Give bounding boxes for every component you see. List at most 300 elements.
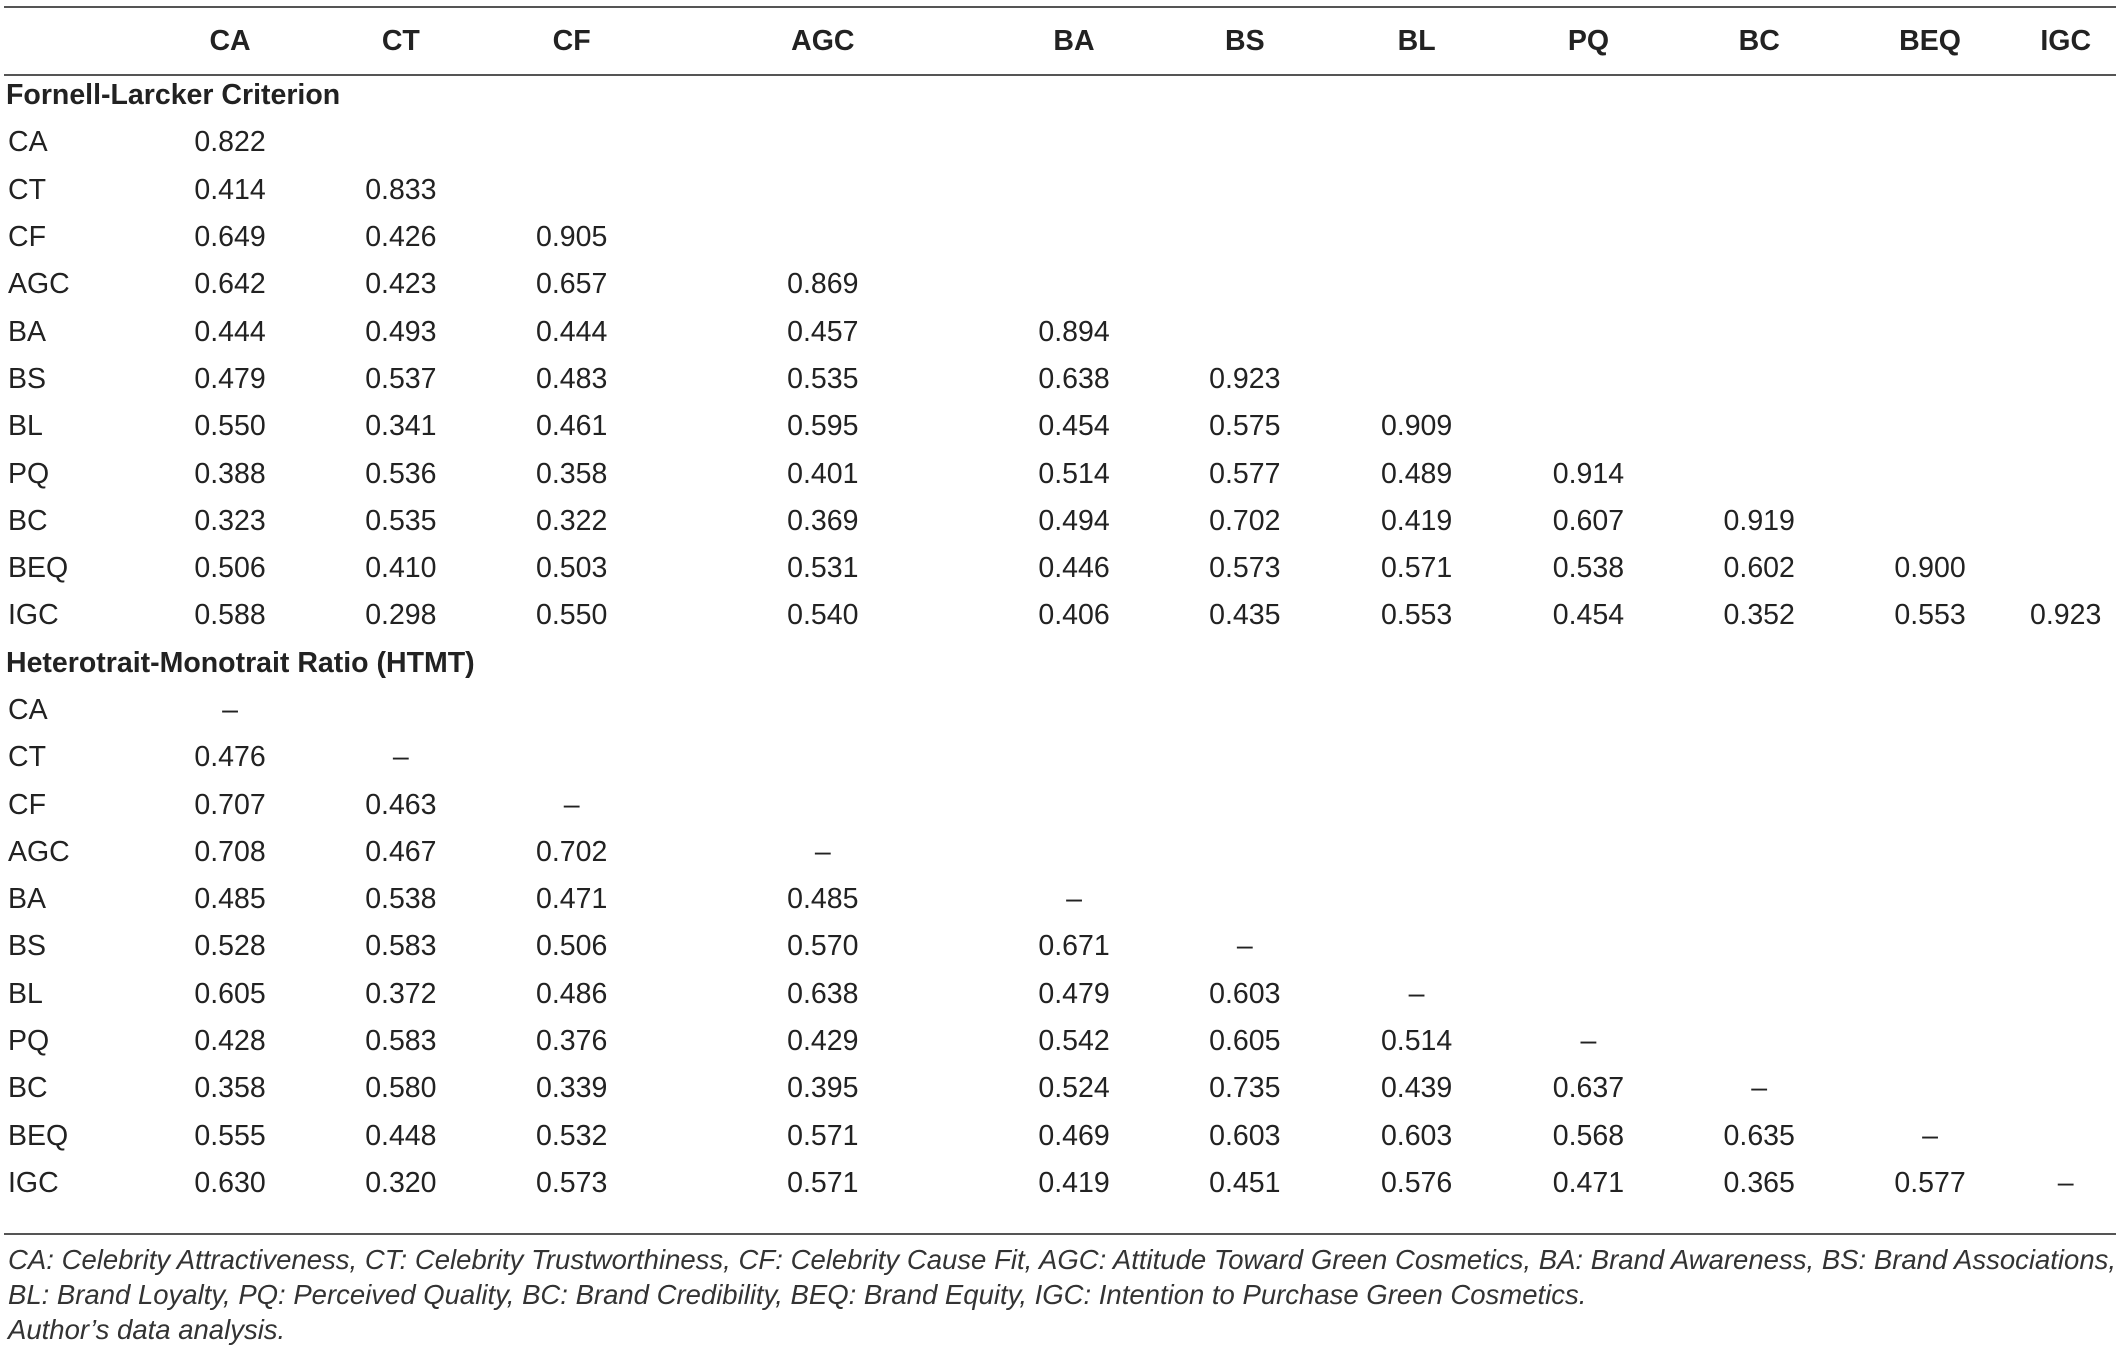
table-cell — [2015, 167, 2116, 214]
table-cell — [1330, 923, 1503, 970]
header-row — [4, 10, 2116, 72]
table-cell: 0.494 — [1038, 504, 1110, 537]
table-cell: 0.323 — [194, 504, 266, 537]
table-cell — [989, 687, 1160, 734]
column-header: AGC — [791, 24, 855, 57]
table-cell — [2015, 261, 2116, 308]
column-header: BC — [1738, 24, 1780, 57]
table-row — [4, 1065, 2116, 1112]
table-row — [4, 1160, 2116, 1207]
table-cell: 0.376 — [535, 1025, 608, 1058]
table-cell — [657, 214, 989, 261]
table-cell: 0.570 — [787, 930, 859, 963]
table-cell: 0.454 — [1552, 599, 1625, 632]
table-cell: 0.538 — [365, 883, 437, 916]
table-cell: 0.550 — [535, 599, 608, 632]
table-cell — [1674, 734, 1845, 781]
table-cell: 0.444 — [194, 315, 266, 348]
table-row — [4, 498, 2116, 545]
section-header-row — [4, 640, 2116, 687]
table-cell — [1845, 687, 2016, 734]
table-cell — [1330, 356, 1503, 403]
table-cell — [1159, 829, 1330, 876]
table-cell — [1503, 829, 1674, 876]
table-cell — [2015, 781, 2116, 828]
table-row — [4, 119, 2116, 166]
table-row — [4, 167, 2116, 214]
table-cell — [1503, 308, 1674, 355]
bottom-rule — [4, 1233, 2116, 1235]
table-cell — [1330, 734, 1503, 781]
table-cell: 0.577 — [1894, 1166, 1966, 1199]
column-header: BA — [1053, 24, 1095, 57]
table-cell — [1503, 119, 1674, 166]
table-cell: 0.479 — [1038, 977, 1110, 1010]
table-cell — [1159, 734, 1330, 781]
column-header: IGC — [2040, 24, 2092, 57]
column-header: BL — [1397, 24, 1436, 57]
table-cell: – — [1922, 1119, 1938, 1152]
table-cell: 0.900 — [1894, 552, 1966, 585]
table-cell: – — [1580, 1025, 1597, 1058]
table-cell: 0.630 — [194, 1166, 266, 1199]
table-cell: 0.428 — [194, 1025, 266, 1058]
table-cell — [1845, 1065, 2016, 1112]
table-cell — [1845, 356, 2016, 403]
table-cell — [1674, 214, 1845, 261]
table-cell — [1503, 356, 1674, 403]
table-cell: 0.524 — [1038, 1072, 1110, 1105]
table-footnote — [8, 1242, 2116, 1347]
table-cell — [486, 119, 657, 166]
table-cell: 0.461 — [535, 410, 608, 443]
table-cell: 0.538 — [1552, 552, 1625, 585]
table-cell — [1845, 829, 2016, 876]
table-cell: 0.553 — [1894, 599, 1966, 632]
table-cell: 0.395 — [787, 1072, 859, 1105]
table-cell: – — [1751, 1072, 1768, 1105]
row-label: CA — [8, 126, 48, 159]
table-cell: 0.923 — [2030, 599, 2102, 632]
column-header: PQ — [1567, 24, 1609, 57]
table-cell: 0.298 — [365, 599, 437, 632]
table-row — [4, 829, 2116, 876]
table-cell: 0.603 — [1209, 1119, 1281, 1152]
table-cell — [1845, 167, 2016, 214]
table-cell — [2015, 1018, 2116, 1065]
table-cell — [657, 781, 989, 828]
table-cell — [486, 687, 657, 734]
table-cell: 0.341 — [365, 410, 437, 443]
row-label: IGC — [8, 599, 59, 632]
table-cell — [1674, 876, 1845, 923]
table-cell — [2015, 119, 2116, 166]
table-cell: 0.583 — [365, 930, 437, 963]
table-cell: 0.410 — [365, 552, 437, 585]
table-cell: 0.419 — [1380, 504, 1453, 537]
table-row — [4, 876, 2116, 923]
table-cell — [2015, 876, 2116, 923]
table-cell — [1674, 829, 1845, 876]
row-label: BC — [8, 1072, 48, 1105]
row-label: IGC — [8, 1166, 59, 1199]
table-cell — [1503, 876, 1674, 923]
table-cell: 0.571 — [1380, 552, 1453, 585]
table-cell: 0.638 — [1038, 362, 1110, 395]
table-body — [4, 72, 2116, 1207]
table-cell: 0.571 — [787, 1119, 859, 1152]
table-cell: 0.575 — [1209, 410, 1281, 443]
table-cell — [1845, 450, 2016, 497]
table-cell — [2015, 308, 2116, 355]
table-cell — [1159, 261, 1330, 308]
table-cell: 0.426 — [365, 221, 437, 254]
table-cell — [989, 214, 1160, 261]
table-cell: 0.429 — [787, 1025, 859, 1058]
table-cell: 0.603 — [1380, 1119, 1453, 1152]
validity-table — [4, 10, 2116, 1207]
table-cell — [2015, 971, 2116, 1018]
table-cell: 0.493 — [365, 315, 437, 348]
table-cell — [1503, 214, 1674, 261]
column-header: BEQ — [1899, 24, 1961, 57]
table-cell — [2015, 450, 2116, 497]
table-cell — [2015, 734, 2116, 781]
table-cell: 0.352 — [1723, 599, 1795, 632]
table-cell: 0.423 — [365, 268, 437, 301]
table-cell: 0.657 — [535, 268, 608, 301]
table-cell — [1845, 781, 2016, 828]
table-cell: 0.605 — [194, 977, 266, 1010]
table-cell: 0.463 — [365, 788, 437, 821]
table-cell: 0.446 — [1038, 552, 1110, 585]
table-cell: 0.649 — [194, 221, 266, 254]
table-cell — [2015, 498, 2116, 545]
row-label: CT — [8, 741, 46, 774]
table-cell: 0.535 — [365, 504, 437, 537]
table-cell — [2015, 1065, 2116, 1112]
table-cell — [657, 119, 989, 166]
table-cell: 0.914 — [1552, 457, 1625, 490]
table-row — [4, 545, 2116, 592]
table-cell — [315, 687, 486, 734]
table-cell: 0.506 — [535, 930, 608, 963]
table-cell — [1330, 308, 1503, 355]
table-row — [4, 356, 2116, 403]
table-cell: 0.469 — [1038, 1119, 1110, 1152]
table-cell: 0.531 — [787, 552, 859, 585]
row-label: CT — [8, 173, 46, 206]
abbreviation-note: CA: Celebrity Attractiveness, CT: Celebrity Trustworthiness, CF: Celebrity Cause Fit, AGC: Attitude Toward Green Cosmetics, BA: Brand Awareness, BS: Brand Associations, BL: Brand Loyalty, PQ: Perceived Quality, BC: Brand Credibility, BEQ: Brand Equity, IGC: Intention to Purchase Green Cosmetics. — [8, 1244, 2116, 1310]
table-cell — [989, 734, 1160, 781]
source-note: Author’s data analysis. — [8, 1314, 286, 1345]
table-cell — [1674, 781, 1845, 828]
table-cell — [1674, 923, 1845, 970]
row-label: CA — [8, 694, 48, 726]
table-cell: 0.514 — [1038, 457, 1110, 490]
table-cell — [989, 261, 1160, 308]
table-cell — [657, 734, 989, 781]
table-row — [4, 261, 2116, 308]
table-cell — [1845, 308, 2016, 355]
table-cell: 0.358 — [194, 1072, 266, 1105]
table-row — [4, 308, 2116, 355]
table-cell — [1159, 687, 1330, 734]
table-cell: 0.702 — [1209, 504, 1281, 537]
table-row — [4, 1018, 2116, 1065]
table-row — [4, 923, 2116, 970]
table-cell — [1330, 167, 1503, 214]
table-cell — [1674, 1018, 1845, 1065]
table-cell: – — [1066, 883, 1082, 916]
table-cell — [1503, 687, 1674, 734]
table-cell — [1503, 734, 1674, 781]
table-cell — [1845, 119, 2016, 166]
table-cell: 0.457 — [787, 315, 859, 348]
table-row — [4, 971, 2116, 1018]
table-cell: 0.605 — [1209, 1025, 1281, 1058]
column-header: BS — [1225, 24, 1265, 57]
row-label: BL — [8, 977, 43, 1010]
table-cell — [1845, 498, 2016, 545]
table-cell: 0.540 — [787, 599, 859, 632]
table-cell: 0.923 — [1209, 362, 1281, 395]
table-cell: 0.671 — [1038, 930, 1110, 963]
table-cell — [1330, 687, 1503, 734]
table-cell: 0.583 — [365, 1025, 437, 1058]
table-cell: 0.489 — [1380, 457, 1453, 490]
table-cell: 0.506 — [194, 552, 266, 585]
row-label: BEQ — [8, 552, 69, 585]
table-cell — [486, 734, 657, 781]
row-label: BA — [8, 883, 47, 916]
table-cell: 0.485 — [787, 883, 859, 916]
table-cell: 0.595 — [787, 410, 859, 443]
row-label: CF — [8, 788, 46, 821]
table-cell: 0.822 — [194, 126, 266, 159]
table-cell — [486, 167, 657, 214]
table-cell — [1159, 308, 1330, 355]
table-cell: 0.905 — [535, 221, 608, 254]
row-label: PQ — [8, 457, 50, 490]
table-cell — [657, 167, 989, 214]
section-title: Heterotrait-Monotrait Ratio (HTMT) — [6, 646, 475, 679]
table-cell — [1845, 971, 2016, 1018]
table-cell: 0.735 — [1209, 1072, 1281, 1105]
table-cell — [2015, 829, 2116, 876]
table-cell — [1503, 403, 1674, 450]
table-cell: 0.573 — [535, 1166, 608, 1199]
table-cell — [989, 167, 1160, 214]
table-cell — [1674, 450, 1845, 497]
table-cell: 0.550 — [194, 410, 266, 443]
table-row — [4, 734, 2116, 781]
row-label: BEQ — [8, 1119, 69, 1152]
table-cell — [2015, 923, 2116, 970]
table-cell: – — [392, 741, 409, 774]
row-label: CF — [8, 221, 46, 254]
table-cell: 0.642 — [194, 268, 266, 301]
table-cell — [1330, 261, 1503, 308]
table-cell — [1330, 829, 1503, 876]
row-label: BC — [8, 504, 48, 537]
column-header: CT — [381, 24, 420, 57]
table-cell: 0.909 — [1380, 410, 1453, 443]
table-cell: 0.637 — [1552, 1072, 1625, 1105]
table-cell — [989, 119, 1160, 166]
table-cell — [1845, 734, 2016, 781]
table-row — [4, 781, 2116, 828]
row-label: AGC — [8, 835, 70, 868]
table-cell — [2015, 356, 2116, 403]
table-cell: 0.535 — [787, 362, 859, 395]
table-cell: 0.702 — [535, 835, 608, 868]
table-cell: 0.603 — [1209, 977, 1281, 1010]
table-cell: 0.471 — [535, 883, 608, 916]
table-cell: – — [1236, 930, 1253, 963]
table-cell: 0.476 — [194, 741, 266, 774]
table-cell — [1159, 876, 1330, 923]
table-cell: – — [2057, 1166, 2074, 1199]
table-cell — [1159, 214, 1330, 261]
table-cell — [315, 119, 486, 166]
table-cell: 0.573 — [1209, 552, 1281, 585]
table-cell: – — [814, 835, 831, 868]
column-header — [4, 10, 145, 72]
table-row — [4, 403, 2116, 450]
table-cell: – — [563, 788, 580, 821]
table-cell: – — [1408, 977, 1425, 1010]
row-label: BS — [8, 930, 47, 963]
table-cell — [1503, 971, 1674, 1018]
table-cell: 0.568 — [1552, 1119, 1625, 1152]
table-cell: 0.555 — [194, 1119, 266, 1152]
table-cell: 0.528 — [194, 930, 266, 963]
table-cell: 0.919 — [1723, 504, 1795, 537]
top-rule — [4, 6, 2116, 8]
table-cell: 0.707 — [194, 788, 266, 821]
table-cell — [989, 829, 1160, 876]
table-cell: 0.577 — [1209, 457, 1281, 490]
table-cell — [1845, 214, 2016, 261]
table-cell — [2015, 214, 2116, 261]
table-cell — [1503, 781, 1674, 828]
table-cell — [1330, 781, 1503, 828]
table-cell — [1674, 308, 1845, 355]
table-cell — [1330, 876, 1503, 923]
table-cell: 0.444 — [535, 315, 608, 348]
row-label: BA — [8, 315, 47, 348]
table-cell — [1674, 356, 1845, 403]
table-cell — [1845, 261, 2016, 308]
table-cell: 0.576 — [1380, 1166, 1453, 1199]
table-cell: 0.322 — [535, 504, 608, 537]
table-cell — [657, 687, 989, 734]
table-cell: 0.638 — [787, 977, 859, 1010]
table-cell: 0.894 — [1038, 315, 1110, 348]
table-row — [4, 687, 2116, 734]
table-cell — [1159, 167, 1330, 214]
column-header: CA — [209, 24, 251, 57]
table-cell — [1845, 1018, 2016, 1065]
table-cell — [2015, 1113, 2116, 1160]
table-cell — [989, 781, 1160, 828]
table-cell: 0.471 — [1552, 1166, 1625, 1199]
section-title: Fornell-Larcker Criterion — [6, 79, 341, 112]
table-row — [4, 592, 2116, 639]
table-cell: 0.479 — [194, 362, 266, 395]
table-cell: 0.439 — [1380, 1072, 1453, 1105]
table-cell: 0.635 — [1723, 1119, 1795, 1152]
table-cell: 0.503 — [535, 552, 608, 585]
table-row — [4, 214, 2116, 261]
table-cell — [1674, 167, 1845, 214]
table-cell — [1845, 923, 2016, 970]
table-cell — [1674, 261, 1845, 308]
table-cell — [1845, 876, 2016, 923]
table-cell: 0.536 — [365, 457, 437, 490]
table-cell — [1330, 214, 1503, 261]
column-header: CF — [552, 24, 591, 57]
table-cell: 0.467 — [365, 835, 437, 868]
table-cell — [1159, 781, 1330, 828]
table-cell — [1845, 403, 2016, 450]
table-cell — [1674, 403, 1845, 450]
table-cell: 0.542 — [1038, 1025, 1110, 1058]
table-cell: 0.454 — [1038, 410, 1110, 443]
table-cell: 0.365 — [1723, 1166, 1795, 1199]
table-cell: 0.339 — [535, 1072, 608, 1105]
table-cell: 0.448 — [365, 1119, 437, 1152]
table-cell — [1330, 119, 1503, 166]
section-header-row — [4, 72, 2116, 119]
table-cell — [1674, 971, 1845, 1018]
table-cell: 0.369 — [787, 504, 859, 537]
table-cell: 0.388 — [194, 457, 266, 490]
table-cell — [2015, 545, 2116, 592]
table-cell: 0.708 — [194, 835, 266, 868]
table-cell: – — [222, 694, 238, 726]
table-cell — [2015, 403, 2116, 450]
table-cell — [2015, 687, 2116, 734]
table-cell: 0.358 — [535, 457, 608, 490]
table-cell: 0.419 — [1038, 1166, 1110, 1199]
table-cell — [1503, 167, 1674, 214]
table-cell: 0.401 — [787, 457, 859, 490]
table-cell: 0.483 — [535, 362, 608, 395]
row-label: AGC — [8, 268, 70, 301]
table-cell: 0.553 — [1380, 599, 1453, 632]
table-cell: 0.372 — [365, 977, 437, 1010]
table-cell: 0.485 — [194, 883, 266, 916]
table-cell: 0.486 — [535, 977, 608, 1010]
table-cell: 0.537 — [365, 362, 437, 395]
table-cell: 0.602 — [1723, 552, 1795, 585]
table-cell — [1503, 261, 1674, 308]
table-row — [4, 450, 2116, 497]
table-cell — [1674, 687, 1845, 734]
table-cell: 0.406 — [1038, 599, 1110, 632]
table-cell: 0.869 — [787, 268, 859, 301]
table-cell: 0.580 — [365, 1072, 437, 1105]
table-cell: 0.414 — [194, 173, 266, 206]
row-label: BS — [8, 362, 47, 395]
table-cell: 0.435 — [1209, 599, 1281, 632]
row-label: BL — [8, 410, 43, 443]
table-cell: 0.514 — [1380, 1025, 1453, 1058]
table-row — [4, 1113, 2116, 1160]
table-cell: 0.607 — [1552, 504, 1625, 537]
